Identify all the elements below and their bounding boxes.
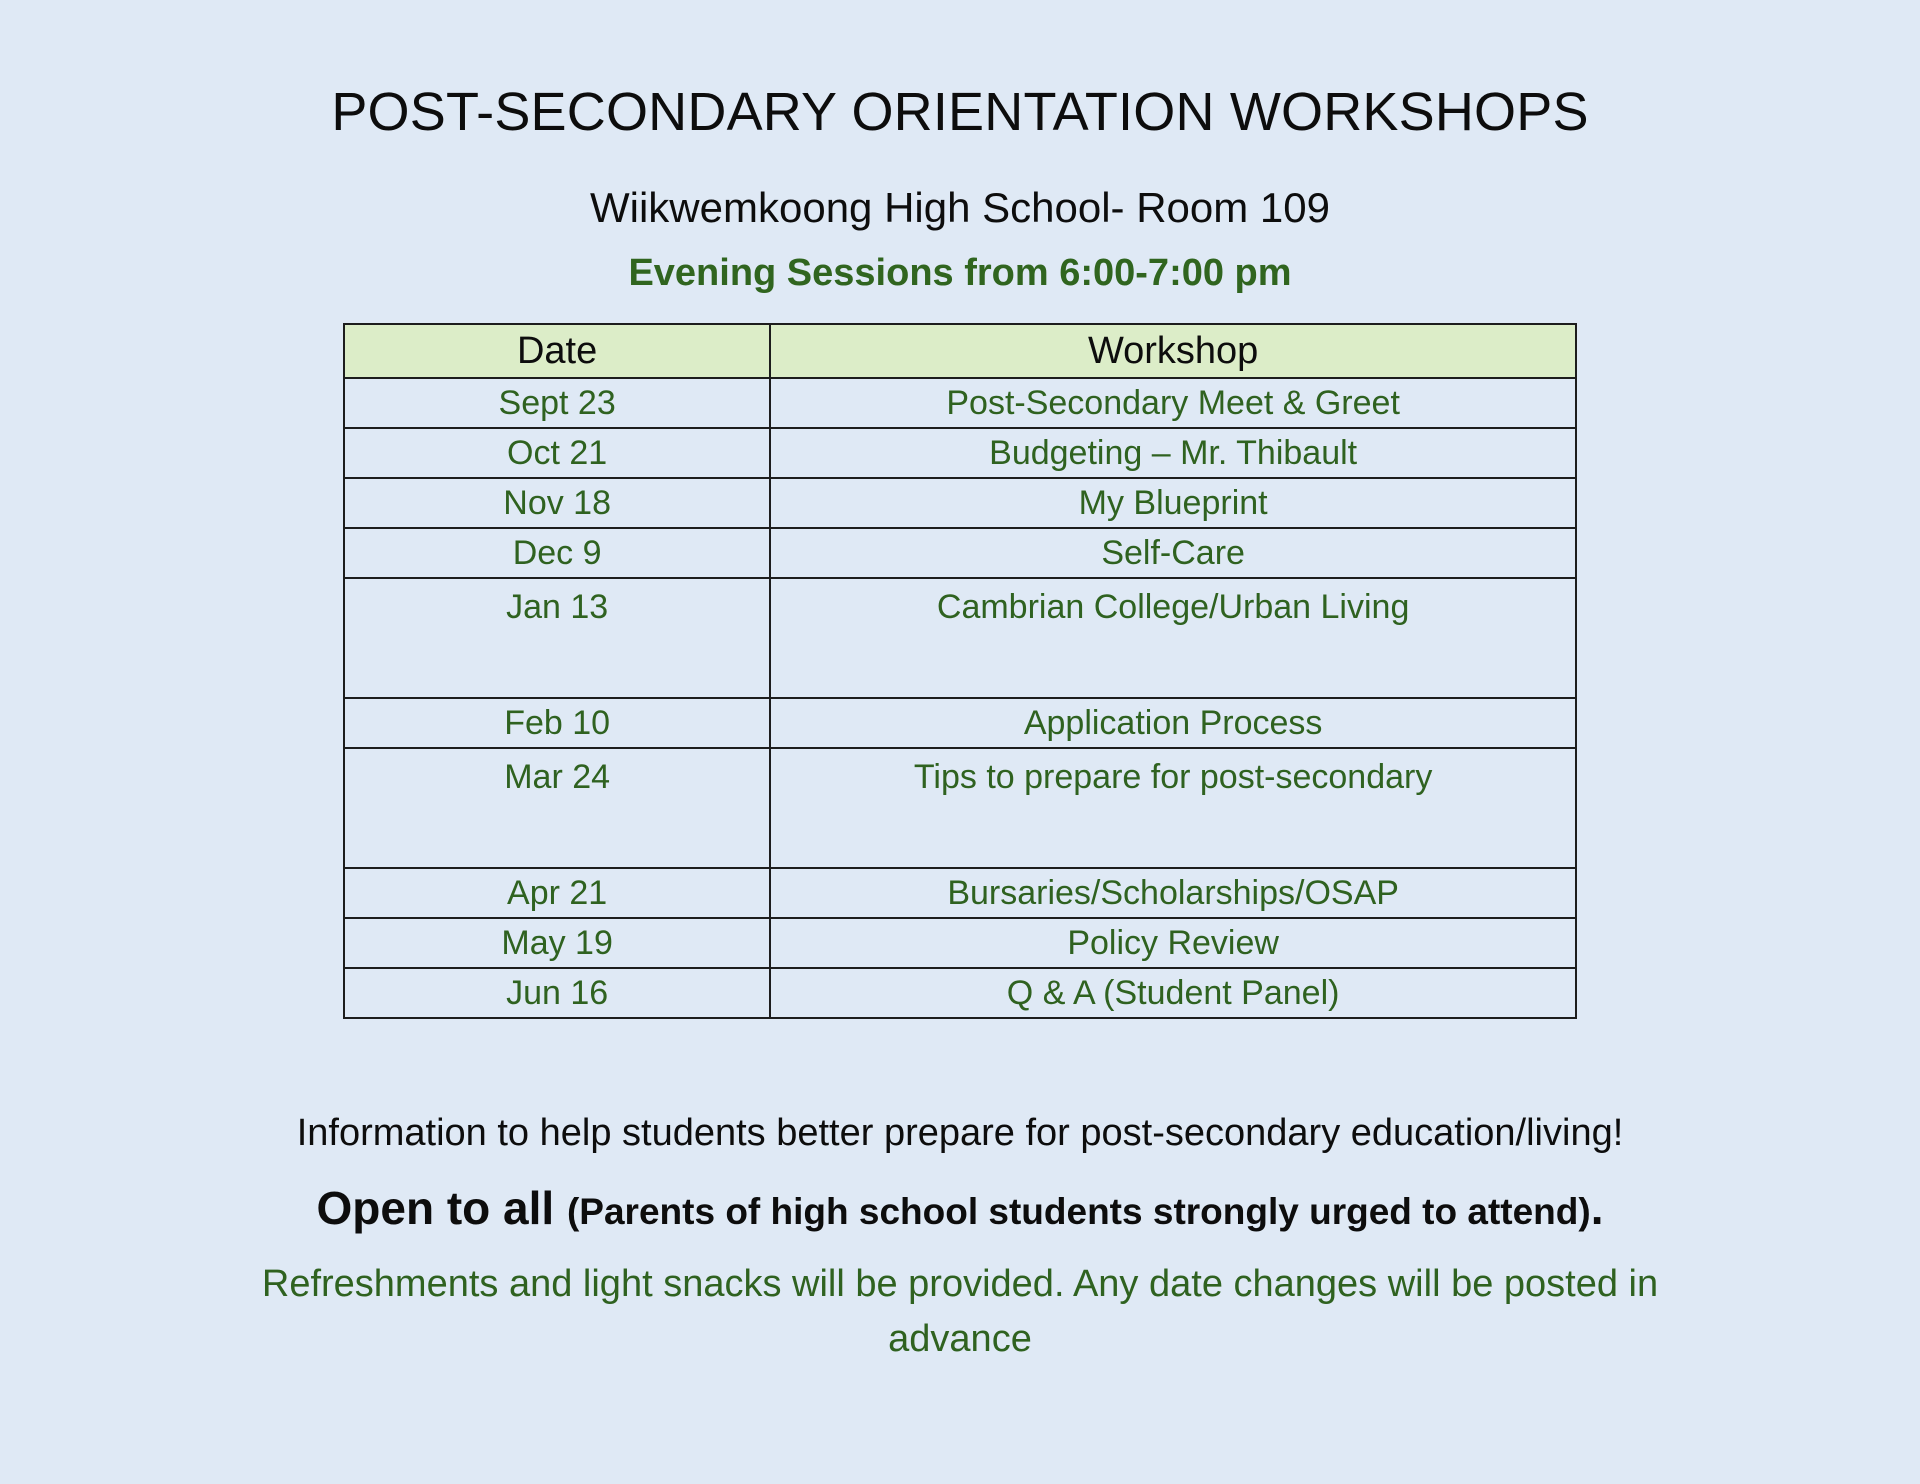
table-row <box>344 748 1576 868</box>
cell-workshop: Post-Secondary Meet & Greet <box>770 378 1576 428</box>
session-times: Evening Sessions from 6:00-7:00 pm <box>628 251 1292 294</box>
table-body <box>344 378 1576 1018</box>
cell-date: Jun 16 <box>344 968 770 1018</box>
column-header-workshop: Workshop <box>770 324 1576 378</box>
cell-date: Feb 10 <box>344 698 770 748</box>
cell-workshop: Tips to prepare for post-secondary <box>770 748 1576 868</box>
footer-refreshments-note: Refreshments and light snacks will be provided. Any date changes will be posted in advance <box>261 1263 1659 1361</box>
footer-open-to-all: Open to all <box>316 1182 567 1235</box>
location-subtitle: Wiikwemkoong High School- Room 109 <box>590 183 1330 231</box>
cell-workshop: Application Process <box>770 698 1576 748</box>
table-header-row <box>344 324 1576 378</box>
table-row <box>344 378 1576 428</box>
table-row <box>344 968 1576 1018</box>
cell-date: Jan 13 <box>344 578 770 698</box>
table-row <box>344 578 1576 698</box>
column-header-date: Date <box>344 324 770 378</box>
table-row <box>344 698 1576 748</box>
cell-workshop: My Blueprint <box>770 478 1576 528</box>
cell-date: May 19 <box>344 918 770 968</box>
footer-parents-note: (Parents of high school students strongly urged to attend) <box>566 1191 1591 1233</box>
schedule-table-container <box>343 323 1577 1019</box>
table-row <box>344 428 1576 478</box>
cell-date: Mar 24 <box>344 748 770 868</box>
footer-block <box>0 1111 1920 1368</box>
cell-workshop: Budgeting – Mr. Thibault <box>770 428 1576 478</box>
cell-date: Apr 21 <box>344 868 770 918</box>
table-row <box>344 918 1576 968</box>
cell-workshop: Bursaries/Scholarships/OSAP <box>770 868 1576 918</box>
cell-date: Oct 21 <box>344 428 770 478</box>
cell-date: Nov 18 <box>344 478 770 528</box>
table-row <box>344 528 1576 578</box>
footer-open-line <box>0 1182 1920 1235</box>
page-title: POST-SECONDARY ORIENTATION WORKSHOPS <box>331 82 1589 142</box>
table-header <box>344 324 1576 378</box>
table-row <box>344 868 1576 918</box>
cell-workshop: Q & A (Student Panel) <box>770 968 1576 1018</box>
cell-workshop: Policy Review <box>770 918 1576 968</box>
cell-date: Sept 23 <box>344 378 770 428</box>
table-row <box>344 478 1576 528</box>
cell-workshop: Cambrian College/Urban Living <box>770 578 1576 698</box>
workshop-schedule-table <box>343 323 1577 1019</box>
footer-info-line: Information to help students better prepare for post-secondary education/living! <box>296 1111 1624 1154</box>
cell-date: Dec 9 <box>344 528 770 578</box>
footer-open-period: . <box>1590 1182 1604 1235</box>
cell-workshop: Self-Care <box>770 528 1576 578</box>
